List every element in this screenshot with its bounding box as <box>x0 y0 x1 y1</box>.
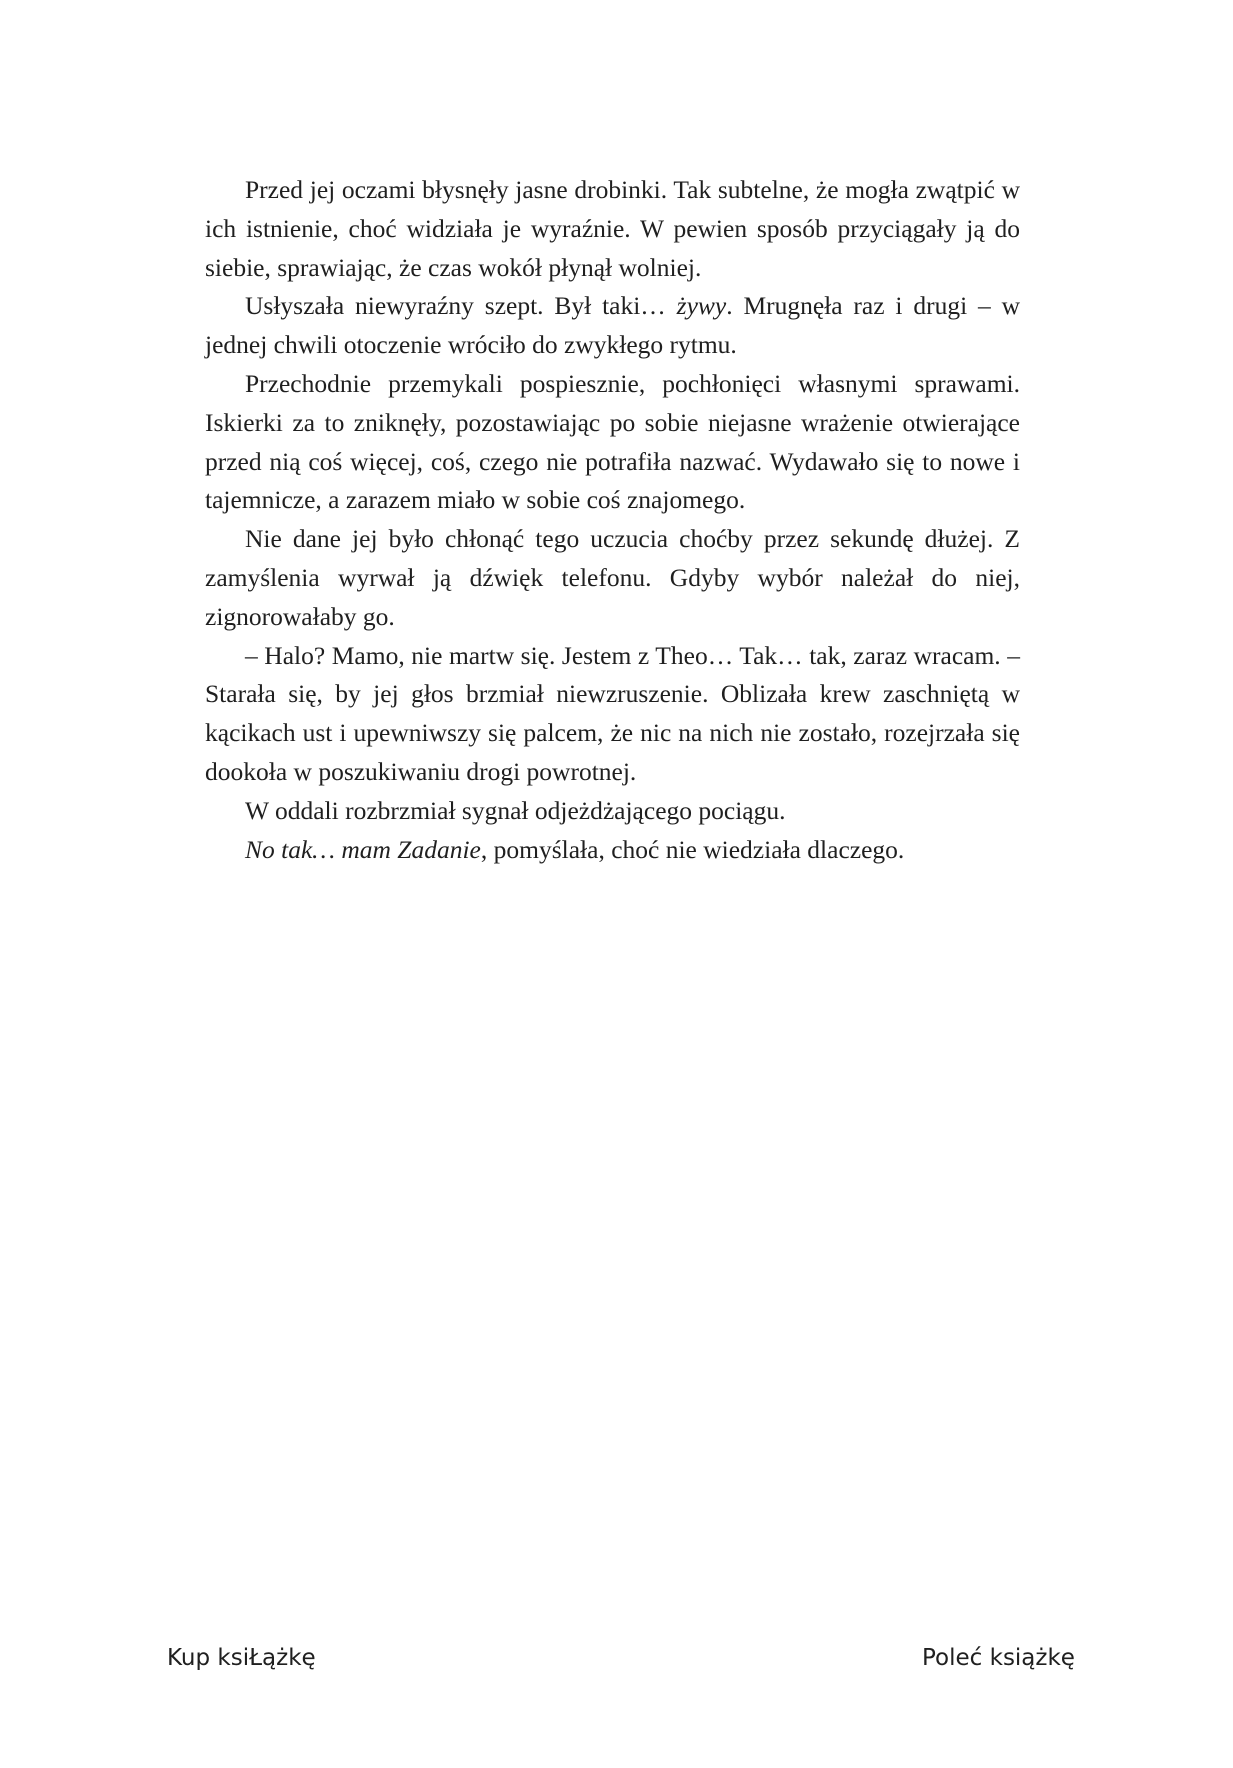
paragraph-2 <box>205 287 1020 365</box>
text-span: Usłyszała niewyraźny szept. Był taki… <box>245 291 677 321</box>
paragraph-4 <box>205 520 1020 636</box>
paragraph-3 <box>205 365 1020 520</box>
paragraph-6 <box>205 792 1020 831</box>
paragraph-7 <box>205 831 1020 870</box>
buy-book-link[interactable]: Kup ksiŁążkę <box>167 1645 316 1671</box>
paragraph-5 <box>205 637 1020 792</box>
text-span: Przechodnie przemykali pospiesznie, pochłonięci własnymi sprawami. Iskierki za to zniknęły, pozostawiając po sobie niejasne wrażenie otwierające przed nią coś więcej, coś, czego nie potrafiła nazwać. Wydawało się to nowe i tajemnicze, a zarazem miało w sobie coś znajomego. <box>205 368 1020 515</box>
body-text <box>205 171 1020 869</box>
text-span: – Halo? Mamo, nie martw się. Jestem z Theo… Tak… tak, zaraz wracam. – Starała się, by jej głos brzmiał niewzruszenie. Oblizała krew zaschniętą w kącikach ust i upewniwszy się palcem, że nic na nich nie zostało, rozejrzała się dookoła w poszukiwaniu drogi powrotnej. <box>205 640 1020 786</box>
recommend-book-link[interactable]: Poleć książkę <box>922 1645 1075 1671</box>
text-span: , pomyślała, choć nie wiedziała dlaczego. <box>480 834 905 864</box>
text-span: Nie dane jej było chłonąć tego uczucia choćby przez sekundę dłużej. Z zamyślenia wyrwał ją dźwięk telefonu. Gdyby wybór należał do niej, zignorowałaby go. <box>205 524 1020 631</box>
italic-span: No tak… mam Zadanie <box>245 834 481 864</box>
paragraph-1 <box>205 171 1020 287</box>
text-span: . Mrugnęła raz i drugi – w jednej chwili otoczenie wróciło do zwykłego rytmu. <box>205 291 1021 360</box>
italic-span: żywy <box>676 291 727 321</box>
text-span: W oddali rozbrzmiał sygnał odjeżdżającego pociągu. <box>245 795 786 825</box>
text-span: Przed jej oczami błysnęły jasne drobinki. Tak subtelne, że mogła zwątpić w ich istnienie, choć widziała je wyraźnie. W pewien sposób przyciągały ją do siebie, sprawiając, że czas wokół płynął wolniej. <box>205 175 1020 282</box>
